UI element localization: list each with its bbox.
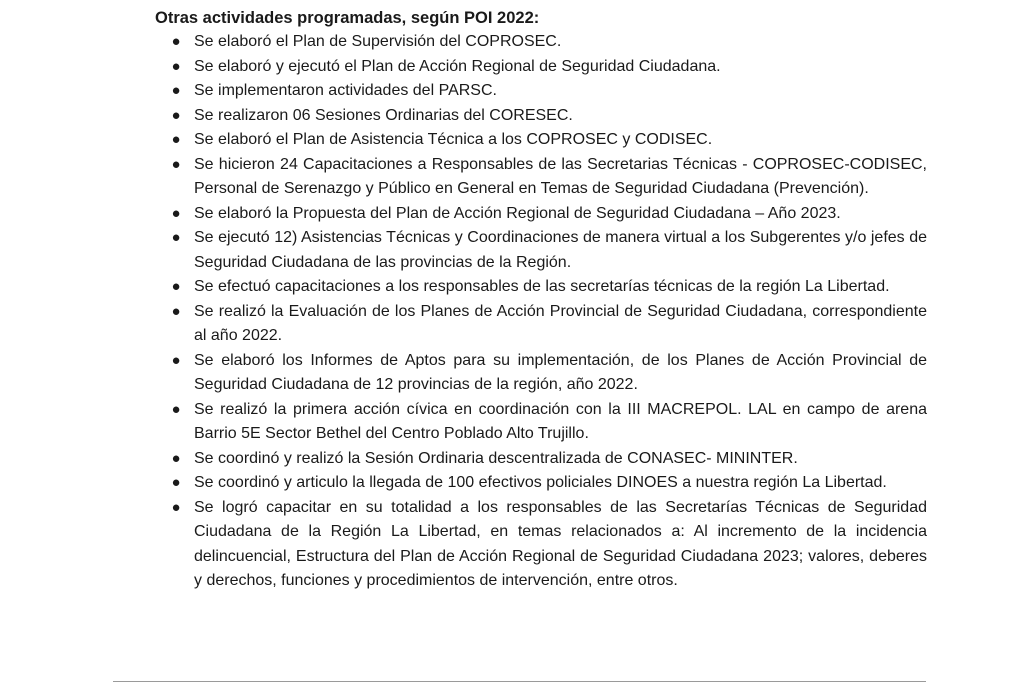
list-item-text: Se implementaron actividades del PARSC. [194, 82, 497, 99]
bullet-icon: ● [171, 400, 181, 418]
list-item-text: Se elaboró la Propuesta del Plan de Acción Regional de Seguridad Ciudadana – Año 2023. [194, 204, 841, 222]
bullet-icon: ● [171, 351, 181, 369]
list-item-text: Se ejecutó 12) Asistencias Técnicas y Coordinaciones de manera virtual a los Subgerentes y/o jefes de Seguridad Ciudadana de las provincias de la Región. [194, 229, 927, 271]
list-item [155, 202, 927, 227]
list-item [155, 471, 927, 496]
list-item-text: Se coordinó y realizó la Sesión Ordinaria descentralizada de CONASEC- MININTER. [194, 449, 798, 467]
page-divider [113, 681, 926, 682]
list-item [155, 104, 927, 129]
list-item-text: Se coordinó y articulo la llegada de 100 efectivos policiales DINOES a nuestra región La Libertad. [194, 474, 887, 491]
bullet-icon: ● [171, 278, 181, 295]
list-item [155, 55, 927, 80]
list-item [155, 79, 927, 104]
bullet-icon: ● [171, 155, 181, 173]
list-item [155, 398, 927, 447]
bullet-icon: ● [171, 57, 181, 75]
list-item [155, 30, 927, 55]
list-item-text: Se realizó la primera acción cívica en coordinación con la III MACREPOL. LAL en campo de arena Barrio 5E Sector Bethel del Centro Poblado Alto Trujillo. [194, 400, 927, 442]
bullet-icon: ● [171, 131, 181, 148]
list-item [155, 496, 927, 594]
bullet-icon: ● [171, 302, 181, 320]
list-item [155, 300, 927, 349]
list-item-text: Se efectuó capacitaciones a los responsables de las secretarías técnicas de la región La Libertad. [194, 278, 890, 295]
document-body [155, 6, 927, 594]
bullet-icon: ● [171, 449, 181, 467]
bullet-icon: ● [171, 498, 181, 516]
section-heading: Otras actividades programadas, según POI 2022: [155, 9, 540, 27]
list-item-text: Se elaboró el Plan de Asistencia Técnica a los COPROSEC y CODISEC. [194, 131, 713, 148]
list-item-text: Se realizó la Evaluación de los Planes de Acción Provincial de Seguridad Ciudadana, correspondiente al año 2022. [194, 302, 927, 344]
list-item [155, 275, 927, 300]
list-item-text: Se hicieron 24 Capacitaciones a Responsables de las Secretarias Técnicas - COPROSEC-CODISEC, Personal de Serenazgo y Público en General en Temas de Seguridad Ciudadana (Prevención). [194, 155, 927, 197]
list-item [155, 153, 927, 202]
list-item-text: Se elaboró el Plan de Supervisión del COPROSEC. [194, 33, 562, 50]
list-item [155, 226, 927, 275]
bullet-icon: ● [171, 474, 181, 491]
activity-list [155, 30, 927, 594]
list-item [155, 447, 927, 472]
list-item-text: Se elaboró y ejecutó el Plan de Acción Regional de Seguridad Ciudadana. [194, 57, 721, 75]
bullet-icon: ● [171, 229, 181, 246]
list-item-text: Se elaboró los Informes de Aptos para su implementación, de los Planes de Acción Provincial de Seguridad Ciudadana de 12 provincias de la región, año 2022. [194, 351, 927, 393]
bullet-icon: ● [171, 82, 181, 99]
list-item-text: Se logró capacitar en su totalidad a los responsables de las Secretarías Técnicas de Seguridad Ciudadana de la Región La Libertad, en temas relacionados a: Al incremento de la incidencia delincuencial, Estructura del Plan de Acción Regional de Seguridad Ciudadana 2023; valores, deberes y derechos, funciones y procedimientos de intervención, entre otros. [194, 498, 927, 589]
list-item [155, 128, 927, 153]
bullet-icon: ● [171, 33, 181, 50]
bullet-icon: ● [171, 106, 181, 124]
list-item [155, 349, 927, 398]
list-item-text: Se realizaron 06 Sesiones Ordinarias del CORESEC. [194, 106, 573, 124]
bullet-icon: ● [171, 204, 181, 222]
